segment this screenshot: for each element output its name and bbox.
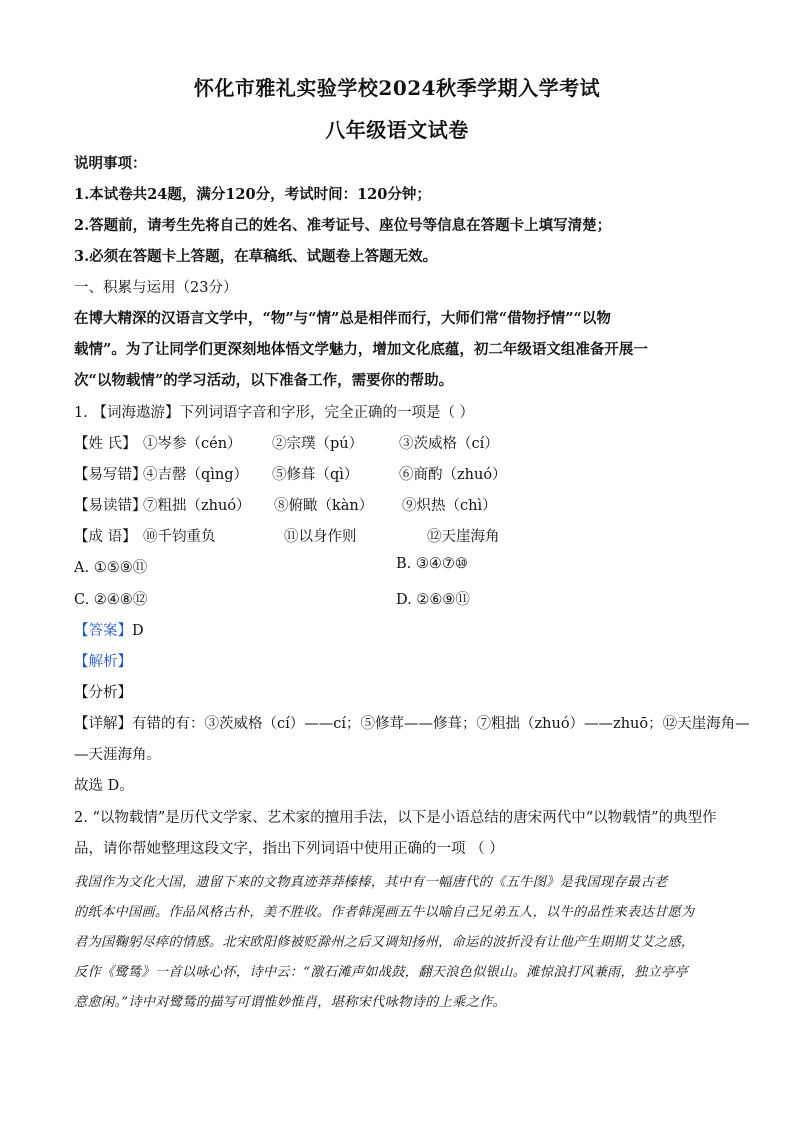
question-2-stem-continued: 品，请你帮她整理这段文字，指出下列词语中使用正确的一项 （ ） bbox=[74, 841, 504, 857]
passage-line: 反作《鹭鸶》一首以咏心怀，诗中云：“激石滩声如战鼓，翻天浪色似银山。滩惊浪打风兼雨，独立亭亭 bbox=[74, 965, 688, 980]
q1-row-label: 【姓 氏】 bbox=[74, 436, 137, 452]
note-item: 2.答题前，请考生先将自己的姓名、准考证号、座位号等信息在答题卡上填写清楚； bbox=[74, 217, 612, 234]
q1-row-label: 【易读错】 bbox=[74, 498, 147, 514]
section-intro-line: 在博大精深的汉语言文学中，“物”与“情”总是相伴而行，大师们常“借物抒情”“以物 bbox=[74, 310, 611, 327]
note-item: 3.必须在答题卡上答题，在草稿纸、试题卷上答题无效。 bbox=[74, 248, 438, 265]
section-intro-line: 载情”。为了让同学们更深刻地体悟文学魅力，增加文化底蕴，初二年级语文组准备开展一 bbox=[74, 341, 648, 358]
detail-row bbox=[74, 712, 750, 733]
passage-line: 君为国鞠躬尽瘁的情感。北宋欧阳修被贬滁州之后又调知扬州，命运的波折没有让他产生期期艾艾之感， bbox=[74, 935, 695, 950]
conclusion: 故选 D。 bbox=[74, 778, 134, 794]
exam-subtitle: 八年级语文试卷 bbox=[325, 118, 469, 142]
q1-row-item: ⑧俯瞰（kàn） bbox=[274, 498, 374, 514]
q1-row-item: ④吉罄（qìng） bbox=[143, 467, 249, 483]
q1-row-item: ⑫天崖海角 bbox=[427, 529, 500, 545]
q1-row-item: ②宗璞（pú） bbox=[272, 436, 364, 452]
q1-row-item: ③茨威格（cí） bbox=[399, 436, 499, 452]
q1-row-item: ⑤修葺（qì） bbox=[272, 467, 359, 483]
question-1-stem: 1. 【词海遨游】下列词语字音和字形，完全正确的一项是（ ） bbox=[74, 405, 475, 421]
q1-row-label: 【成 语】 bbox=[74, 529, 137, 545]
question-2-stem: 2. “以物载情”是历代文学家、艺术家的擅用手法，以下是小语总结的唐宋两代中“以物载情”的典型作 bbox=[74, 810, 717, 826]
option-d[interactable]: D. ②⑥⑨⑪ bbox=[396, 592, 470, 608]
option-a[interactable]: A. ①⑤⑨⑪ bbox=[74, 560, 148, 576]
notes-heading: 说明事项： bbox=[74, 155, 147, 172]
exam-title: 怀化市雅礼实验学校2024秋季学期入学考试 bbox=[193, 76, 601, 100]
option-b[interactable]: B. ③④⑦⑩ bbox=[396, 556, 468, 572]
analysis-label: 【解析】 bbox=[74, 654, 132, 670]
q1-row-item: ⑦粗拙（zhuó） bbox=[143, 498, 251, 514]
answer-label: 【答案】 bbox=[74, 623, 132, 639]
q1-row-label: 【易写错】 bbox=[74, 467, 147, 483]
answer-row bbox=[74, 619, 144, 640]
q1-row-item: ⑥商酌（zhuó） bbox=[399, 467, 507, 483]
q1-row-item: ⑩千钧重负 bbox=[143, 529, 216, 545]
note-item: 1.本试卷共24题，满分120分，考试时间：120分钟； bbox=[74, 186, 431, 203]
option-c[interactable]: C. ②④⑧⑫ bbox=[74, 592, 148, 608]
q1-row-item: ①岑参（cén） bbox=[143, 436, 242, 452]
answer-value: D bbox=[132, 623, 144, 639]
passage-line: 的纸本中国画。作品风格古朴，美不胜收。作者韩滉画五牛以喻自己兄弟五人，以牛的品性来表达甘愿为 bbox=[74, 905, 695, 920]
passage-line: 我国作为文化大国，遗留下来的文物真迹莽莽榛榛，其中有一幅唐代的《五牛图》是我国现存最古老 bbox=[74, 875, 668, 890]
q1-row-item: ⑨炽热（chì） bbox=[402, 498, 497, 514]
detail-text: 有错的有：③茨威格（cí）——cí；⑤修茸——修葺；⑦粗拙（zhuó）——zhuō；⑫天崖海角— bbox=[132, 716, 750, 732]
fenxi-label: 【分析】 bbox=[74, 685, 132, 701]
detail-label: 【详解】 bbox=[74, 716, 132, 732]
q1-row-item: ⑪以身作则 bbox=[284, 529, 357, 545]
passage-line: 意愈闲。”诗中对鹭鸶的描写可谓惟妙惟肖，堪称宋代咏物诗的上乘之作。 bbox=[74, 995, 507, 1010]
detail-text-continued: —天涯海角。 bbox=[74, 747, 161, 763]
section-intro-line: 次“以物载情”的学习活动，以下准备工作，需要你的帮助。 bbox=[74, 372, 454, 389]
section-heading: 一、积累与运用（23分） bbox=[74, 280, 238, 296]
